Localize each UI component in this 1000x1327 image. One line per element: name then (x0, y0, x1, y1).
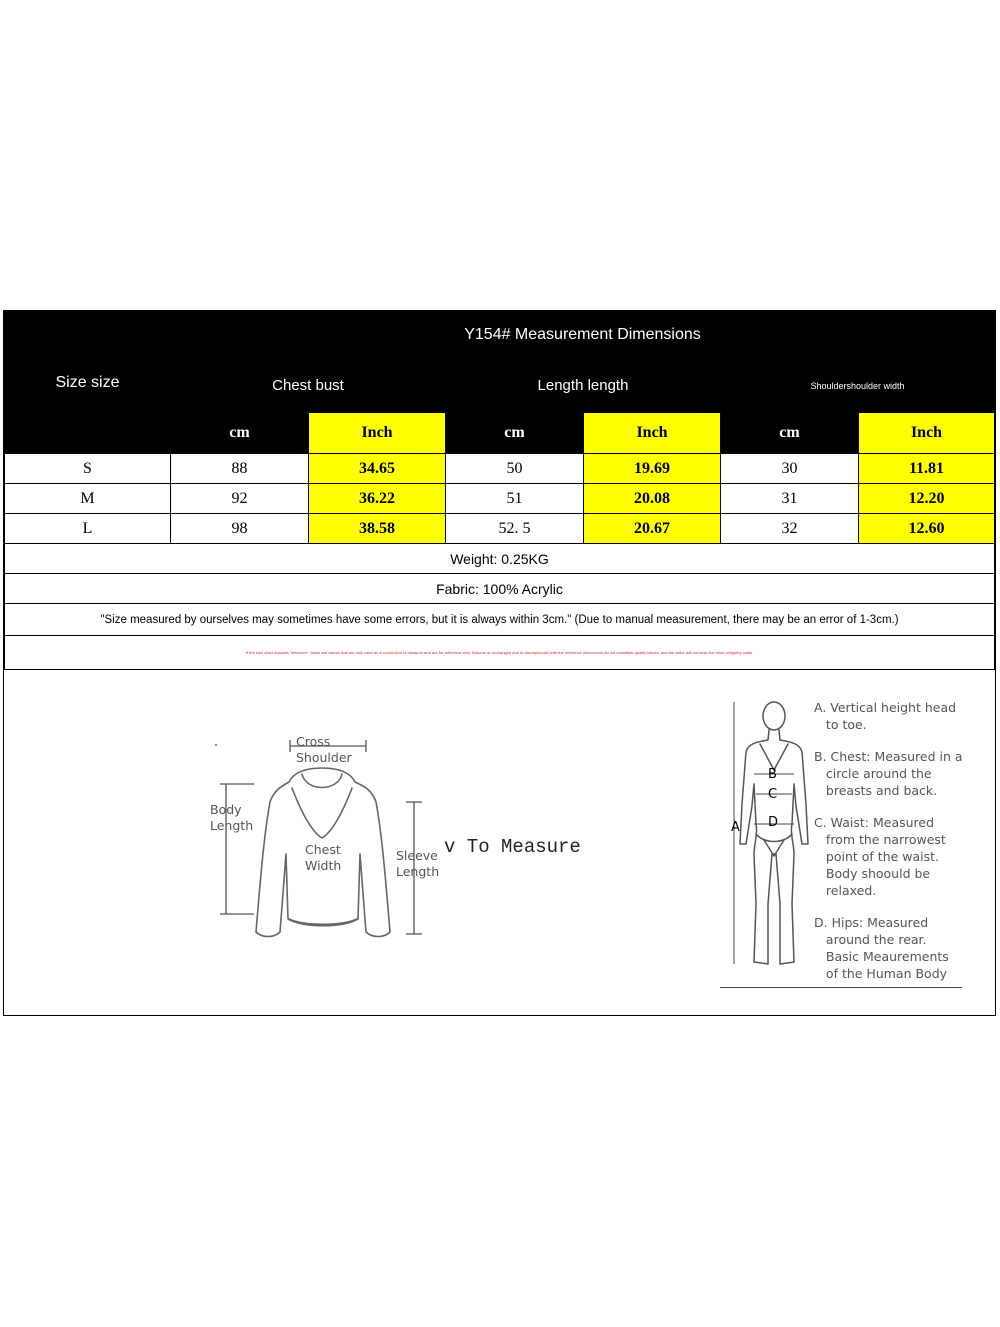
size-chart (3, 310, 996, 1016)
marker-a: A (731, 820, 740, 835)
value-cell: 20.67 (584, 514, 721, 544)
unit-inch: Inch (309, 413, 446, 454)
fine-print: If the size chart includes 'reference', these are values that are only used as a convenient to measure and are for reference only. Returns or exchanges due to discrepancies with the reference dimensions do not constitute quality issues, and the seller will not bear the return shipping costs. (5, 636, 995, 670)
marker-b: B (768, 767, 777, 782)
value-cell: 98 (171, 514, 309, 544)
size-table (4, 311, 995, 670)
value-cell: 36.22 (309, 484, 446, 514)
value-cell: 19.69 (584, 454, 721, 484)
chest-width-label: Chest Width (305, 842, 342, 873)
table-row (5, 484, 995, 514)
marker-c: C (768, 787, 778, 802)
fabric-info: Fabric: 100% Acrylic (5, 574, 995, 604)
value-cell: 88 (171, 454, 309, 484)
measurement-note: "Size measured by ourselves may sometimes have some errors, but it is always within 3cm." (Due to manual measurement, there may be an error of 1-3cm.) (5, 604, 995, 636)
table-title: Y154# Measurement Dimensions (171, 312, 995, 359)
table-row (5, 514, 995, 544)
value-cell: 31 (721, 484, 859, 514)
unit-cm: cm (171, 413, 309, 454)
value-cell: 32 (721, 514, 859, 544)
table-row (5, 454, 995, 484)
how-to-measure-heading: v To Measure (444, 836, 581, 858)
sleeve-length-label: Sleeve Length (396, 848, 440, 879)
unit-cm: cm (721, 413, 859, 454)
unit-inch: Inch (859, 413, 995, 454)
size-header: Size size (5, 312, 171, 454)
value-cell: 11.81 (859, 454, 995, 484)
unit-inch: Inch (584, 413, 721, 454)
size-cell: S (5, 454, 171, 484)
size-cell: M (5, 484, 171, 514)
marker-d: D (768, 815, 779, 830)
value-cell: 20.08 (584, 484, 721, 514)
value-cell: 51 (446, 484, 584, 514)
value-cell: 38.58 (309, 514, 446, 544)
group-length: Length length (446, 359, 721, 413)
group-chest: Chest bust (171, 359, 446, 413)
body-length-label: Body Length (210, 802, 254, 833)
value-cell: 52. 5 (446, 514, 584, 544)
value-cell: 12.60 (859, 514, 995, 544)
cross-shoulder-label: Cross Shoulder (296, 734, 352, 765)
measurement-guide-text: A. Vertical height head to toe. B. Chest: Measured in a circle around the breasts and back. C. Waist: Measured from the narrowest point of the waist. Body shoould be relaxed. D. Hips: Measured around the rear. Basic Meaurements of the Human Body (814, 700, 963, 981)
value-cell: 30 (721, 454, 859, 484)
value-cell: 50 (446, 454, 584, 484)
measure-guide (4, 674, 994, 1014)
value-cell: 92 (171, 484, 309, 514)
size-cell: L (5, 514, 171, 544)
group-shoulder: Shouldershoulder width (721, 359, 995, 413)
value-cell: 34.65 (309, 454, 446, 484)
unit-cm: cm (446, 413, 584, 454)
value-cell: 12.20 (859, 484, 995, 514)
weight-info: Weight: 0.25KG (5, 544, 995, 574)
